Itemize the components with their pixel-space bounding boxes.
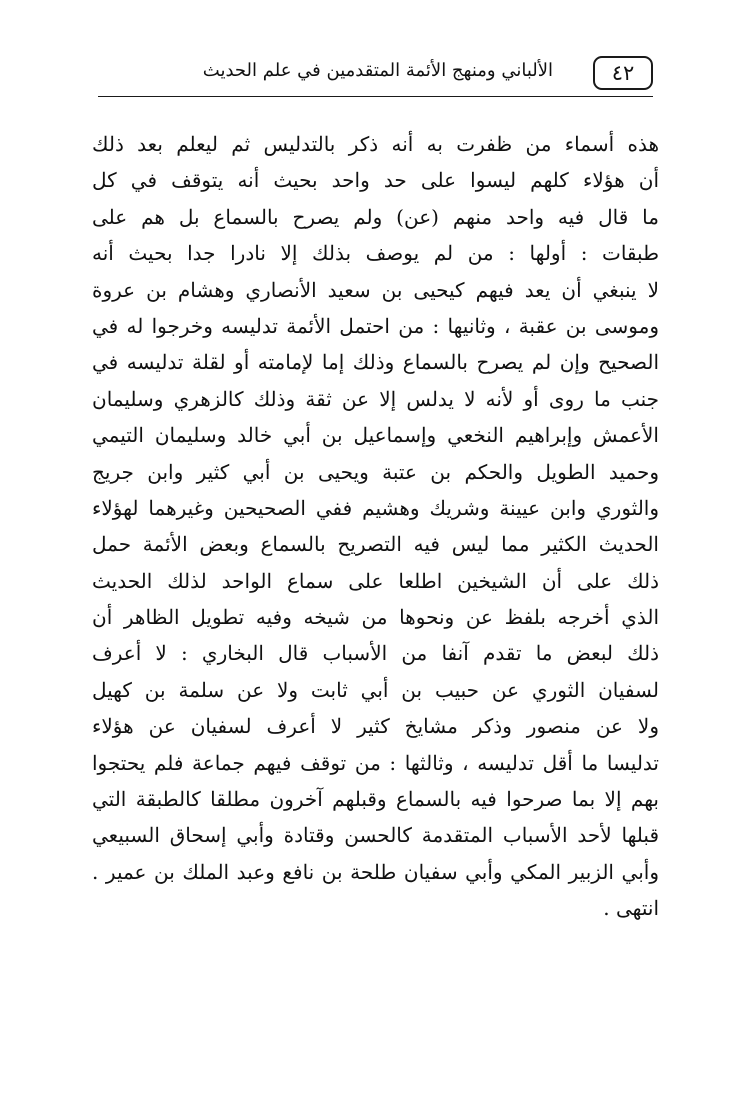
text-line: وموسى بن عقبة ، وثانيها : من احتمل الأئمة تدليسه وخرجوا له في xyxy=(92,313,659,338)
text-line: الذي أخرجه بلفظ عن ونحوها من شيخه وفيه تطويل الظاهر أن xyxy=(92,605,659,630)
text-line-final: انتهى . xyxy=(603,896,659,921)
text-line: وحميد الطويل والحكم بن عتبة ويحيى بن أبي كثير وابن جريج xyxy=(92,459,659,484)
text-line: وأبي الزبير المكي وأبي سفيان طلحة بن نافع وعبد الملك بن عمير . xyxy=(92,859,659,884)
text-line: الأعمش وإبراهيم النخعي وإسماعيل بن أبي خالد وسليمان التيمي xyxy=(92,423,659,448)
text-line: أن هؤلاء كلهم ليسوا على حد واحد بحيث أنه يتوقف في كل xyxy=(92,168,659,193)
text-line: هذه أسماء من ظفرت به أنه ذكر بالتدليس ثم ليعلم بعد ذلك xyxy=(92,132,659,156)
text-line: الحديث الكثير مما ليس فيه التصريح بالسماع وبعض الأئمة حمل xyxy=(92,532,659,557)
text-line: طبقات : أولها : من لم يوصف بذلك إلا نادرا جدا بحيث أنه xyxy=(92,241,659,266)
page-header xyxy=(98,52,653,96)
text-line: لسفيان الثوري عن حبيب بن أبي ثابت ولا عن سلمة بن كهيل xyxy=(92,677,659,702)
text-line: ذلك لبعض ما تقدم آنفا من الأسباب قال البخاري : لا أعرف xyxy=(92,641,659,666)
text-line: والثوري وابن عيينة وشريك وهشيم ففي الصحيحين وغيرهما لهؤلاء xyxy=(92,495,659,520)
header-divider xyxy=(98,96,653,97)
text-line: جنب ما روى أو لأنه لا يدلس إلا عن ثقة وذلك كالزهري وسليمان xyxy=(92,386,659,411)
running-title: الألباني ومنهج الأئمة المتقدمين في علم الحديث xyxy=(202,60,553,81)
text-line: تدليسا ما أقل تدليسه ، وثالثها : من توقف فيهم جماعة فلم يحتجوا xyxy=(92,750,659,775)
text-line: الصحيح وإن لم يصرح بالسماع وذلك إما لإمامته أو لقلة تدليسه في xyxy=(92,350,659,375)
text-line: ذلك على أن الشيخين اطلعا على سماع الواحد لذلك الحديث xyxy=(92,568,659,593)
text-line: قبلها لأحد الأسباب المتقدمة كالحسن وقتادة وأبي إسحاق السبيعي xyxy=(92,823,659,848)
body-text xyxy=(92,126,659,927)
page-number: ٤٢ xyxy=(593,56,653,90)
text-line: بهم إلا بما صرحوا فيه بالسماع وقبلهم آخرون مطلقا كالطبقة التي xyxy=(92,787,659,812)
text-line: لا ينبغي أن يعد فيهم كيحيى بن سعيد الأنصاري وهشام بن عروة xyxy=(92,277,659,302)
text-line: ولا عن منصور وذكر مشايخ كثير لا أعرف لسفيان عن هؤلاء xyxy=(92,714,659,739)
text-line: ما قال فيه واحد منهم (عن) ولم يصرح بالسماع بل هم على xyxy=(92,204,659,229)
